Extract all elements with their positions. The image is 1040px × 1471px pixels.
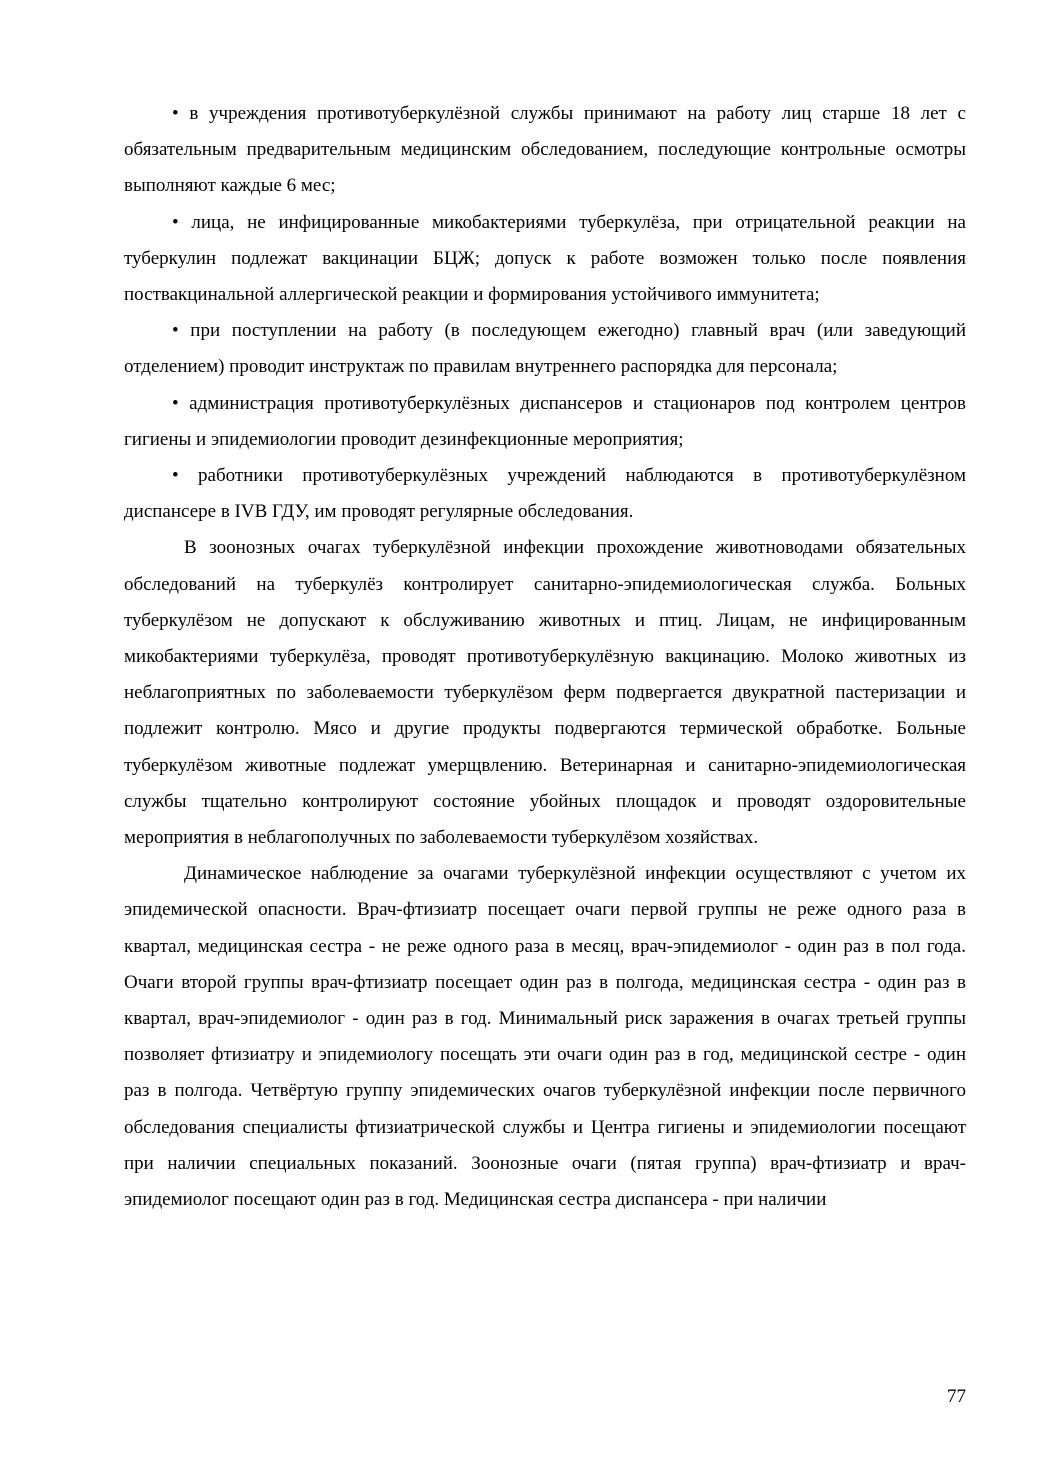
- paragraph-dynamic-observation: Динамическое наблюдение за очагами туберкулёзной инфекции осуществляют с учетом их эпидемической опасности. Врач-фтизиатр посещает очаги первой группы не реже одного раза в квартал, медицинская сестра - не реже одного раза в месяц, врач-эпидемиолог - один раз в пол года. Очаги второй группы врач-фтизиатр посещает один раз в полгода, медицинская сестра - один раз в квартал, врач-эпидемиолог - один раз в год. Минимальный риск заражения в очагах третьей группы позволяет фтизиатру и эпидемиологу посещать эти очаги один раз в год, медицинской сестре - один раз в полгода. Четвёртую группу эпидемических очагов туберкулёзной инфекции после первичного обследования специалисты фтизиатрической службы и Центра гигиены и эпидемиологии посещают при наличии специальных показаний. Зоонозные очаги (пятая группа) врач-фтизиатр и врач-эпидемиолог посещают один раз в год. Медицинская сестра диспансера - при наличии: [124, 863, 966, 1211]
- page-number: 77: [947, 1386, 966, 1407]
- bullet-paragraph-disinfection: • администрация противотуберкулёзных диспансеров и стационаров под контролем центров гигиены и эпидемиологии проводит дезинфекционные мероприятия;: [124, 392, 966, 450]
- bullet-paragraph-bcg-vaccination: • лица, не инфицированные микобактериями туберкулёза, при отрицательной реакции на туберкулин подлежат вакцинации БЦЖ; допуск к работе возможен только после появления поствакцинальной аллергической реакции и формирования устойчивого иммунитета;: [124, 211, 966, 306]
- paragraph-zoonotic-foci: В зоонозных очагах туберкулёзной инфекции прохождение животноводами обязательных обследований на туберкулёз контролирует санитарно-эпидемиологическая служба. Больных туберкулёзом не допускают к обслуживанию животных и птиц. Лицам, не инфицированным микобактериями туберкулёза, проводят противотуберкулёзную вакцинацию. Молоко животных из неблагоприятных по заболеваемости туберкулёзом ферм подвергается двукратной пастеризации и подлежит контролю. Мясо и другие продукты подвергаются термической обработке. Больные туберкулёзом животные подлежат умерщвлению. Ветеринарная и санитарно-эпидемиологическая службы тщательно контролируют состояние убойных площадок и проводят оздоровительные мероприятия в неблагополучных по заболеваемости туберкулёзом хозяйствах.: [124, 537, 966, 849]
- document-body: [124, 96, 966, 1218]
- bullet-paragraph-staff-hiring: • в учреждения противотуберкулёзной службы принимают на работу лиц старше 18 лет с обязательным предварительным медицинским обследованием, последующие контрольные осмотры выполняют каждые 6 мес;: [124, 103, 966, 197]
- bullet-paragraph-instruction: • при поступлении на работу (в последующем ежегодно) главный врач (или заведующий отделением) проводит инструктаж по правилам внутреннего распорядка для персонала;: [124, 320, 966, 378]
- bullet-paragraph-staff-monitoring: • работники противотуберкулёзных учреждений наблюдаются в противотуберкулёзном диспансере в IVB ГДУ, им проводят регулярные обследования.: [124, 465, 966, 523]
